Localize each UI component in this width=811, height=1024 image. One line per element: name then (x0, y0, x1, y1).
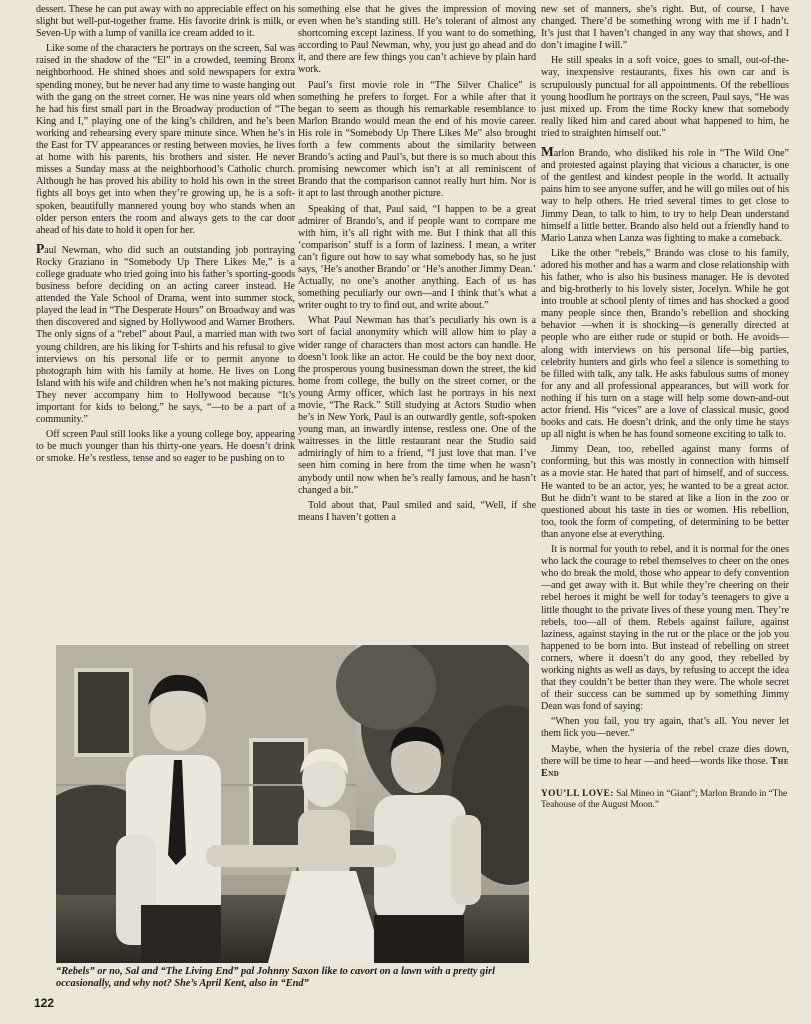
paragraph: Like the other “rebels,” Brando was close to his family, adored his mother and has a warm and close relationship with his father, who is also his business manager. He is devoted and big-brotherly to his lovely sister, Jocelyn. While he got into trouble at school plenty of times and has shocked a good many people since then, Brando’s rebellion and shocking behavior —when it is shocking—is generally directed at people who are either rude or stupid or both. He avoids—along with interviews on his personal life—big parties, celebrity hunters and girls who feel a silence is something to be filled with talk, any talk. He asks fabulous sums of money for any and all professional appearances, but will work for nothing if his turn on a stage will help some down-and-out actor friend. His “vices” are a love of classical music, good books and cats. He doesn’t drink, and the only time he stays up all night is when he has found someone exciting to talk to. (541, 247, 789, 441)
youll-love-label: YOU’LL LOVE: (541, 788, 614, 799)
photo-sal-johnny-april (56, 645, 529, 963)
column-1 (36, 4, 295, 632)
paragraph: new set of manners, she’s right. But, of course, I have changed. There’d be something wrong with me if I hadn’t. It’s just that I haven’t changed in any way that shows, and I don’t imagine I will.” (541, 4, 789, 52)
paragraph: something else that he gives the impression of moving even when he’s standing still. He’s tolerant of almost any shortcoming except laziness. If you want to do something, according to Paul Newman, why, you just go ahead and do it, and there are few things you can’t achieve by plain hard work. (298, 4, 536, 76)
paragraph: Paul’s first movie role in “The Silver Chalice” is something he prefers to forget. For a while after that it began to seem as though his remarkable resemblance to Marlon Brando would mean the end of his movie career. His role in “Somebody Up There Likes Me” also brought forth a few comments about the similarity between Brando’s acting and Paul’s, but there is so much about this promising newcomer which isn’t at all reminiscent of Brando that the comparison cannot really hurt him. Nor is it apt to last through another picture. (298, 79, 536, 200)
paragraph: It is normal for youth to rebel, and it is normal for the ones who lack the courage to rebel themselves to cheer on the ones who do break the mold, those who appear to defy convention—and get away with it. But while they’re cheering on their rebel heroes it might be well for today’s teenagers to give a little thought to the private lives of these young men. They’re rebels, too—all of them. Rebels against failure, against laziness, against staying in the rut or the place or the job you happened to be born into. But instead of rebelling on street corners, where it doesn’t do any good, they rebelled by working nights as well as days, by refusing to accept the idea that they couldn’t be better than they were. The whole secret of their success can be summed up by something Jimmy Dean was fond of saying: (541, 544, 789, 713)
paragraph: Told about that, Paul smiled and said, “Well, if she means I haven’t gotten a (298, 499, 536, 523)
youll-love-note (541, 789, 789, 812)
paragraph: “When you fail, you try again, that’s all. You never let them lick you—never.” (541, 716, 789, 740)
paragraph: Speaking of that, Paul said, “I happen to be a great admirer of Brando’s, and if people want to compare me with him, it’s all right with me. But I think that all this ‘comparison’ stuff is a form of laziness. I mean, a writer can’t figure out how to say what somebody has, so he just says, ‘He’s another Brando’ or ‘He’s another Jimmy Dean.’ Actually, no one’s another anything. Each of us has something peculiarly our own—and I think that’s what a writer ought to try to find out, and write about.” (298, 203, 536, 312)
paragraph: Marlon Brando, who disliked his role in “The Wild One” and protested against playing that vicious a character, is one of the gentlest and kindest people in the world. It actually pains him to see anyone suffer, and he will go miles out of his way to help others. He tried several times to get close to Jimmy Dean, to talk to him, to try to help Dean understand himself a little better. Brando also held out a friendly hand to Mario Lanza when Lanza was fighting to make a comeback. (541, 144, 789, 244)
end-mark: The End (541, 755, 789, 779)
closing-paragraph (541, 744, 789, 780)
photo-caption: “Rebels” or no, Sal and “The Living End” pal Johnny Saxon like to cavort on a lawn with a pretty girl occasionally, and why not? She’s April Kent, also in “End” (56, 966, 496, 990)
closing-text: Maybe, when the hysteria of the rebel craze dies down, there will be time to hear —and heed—words like those. (541, 743, 789, 767)
paragraph: He still speaks in a soft voice, goes to small, out-of-the-way, inexpensive restaurants, fixes his own car and is scrupulously punctual for all appointments. Of the rebellious young hoodlum he portrays on the screen, Paul says, “He was just mixed up. From the time Rocky knew that somebody really liked him and cared about what happened to him, he tried to straighten himself out.” (541, 55, 789, 139)
paragraph: What Paul Newman has that’s peculiarly his own is a sort of facial anonymity which will allow him to play a wider range of characters than most actors can handle. He doesn’t look like an actor. He could be the boy next door, the prosperous young businessman down the street, the kid home from college, the bully on the street corner, or the young Army officer, which last he portrays in his next movie, “The Rack.” Still studying at Actors Studio when he’s in New York, Paul is an outwardly gentle, soft-spoken young man, an inwardly intense, restless one. One of the waitresses in the little restaurant near the Studio said admiringly of him to a friend, “I just love that man. I’ve seen him coming in here from the time when he wasn’t anybody until now when he’s really famous, and he hasn’t changed a bit.” (298, 315, 536, 496)
paragraph: Off screen Paul still looks like a young college boy, appearing to be much younger than his thirty-one years. He doesn’t drink or smoke. He’s restless, tense and so eager to be pushing on to (36, 429, 295, 465)
paragraph: Like some of the characters he portrays on the screen, Sal was raised in the shadow of the “El” in a crowded, teeming Bronx neighborhood. He shined shoes and sold newspapers for extra spending money, but he never had any time to waste hanging out with the gang on the street corner. He was nine years old when he had his first small part in the Broadway production of “The King and I,” playing one of the king’s children, and he’s been working and rehearsing every spare minute since. When he’s in the East for TV appearances or resting between movies, he lives at home with his parents, his brothers and sister. He never misses a Sunday mass at the neighborhood’s Catholic church. Although he has proved his ability to hold his own in the street fights all boys get into when they’re growing up, he is a soft-spoken, beautifully mannered young boy who stands when an older person enters the room and always gets to the car door ahead of his date to hold it open for her. (36, 43, 295, 236)
column-3 (541, 4, 789, 1014)
paragraph: Jimmy Dean, too, rebelled against many forms of conforming, but this was mostly in connection with himself as a movie star. He hated that part of himself, and of success. He wanted to be an actor, yes; he wanted to be a great actor. But he didn’t want to be stared at like a lion in the zoo or questioned about his taste in ties or women. His rebellion, too, took the form of competing, of determining to be better than anyone else at everything. (541, 444, 789, 540)
paragraph: dessert. These he can put away with no appreciable effect on his slight but well-put-together frame. His favorite drink is milk, or Seven-Up with a lump of vanilla ice cream added to it. (36, 4, 295, 40)
youll-love-text: Sal Mineo in “Giant”; Marlon Brando in “The Teahouse of the August Moon.” (541, 788, 788, 811)
page-number: 122 (34, 996, 55, 1010)
paragraph: Paul Newman, who did such an outstanding job portraying Rocky Graziano in “Somebody Up There Likes Me,” is a college graduate who tried going into his father’s sporting-goods business before deciding on an acting career instead. He attended the Yale School of Drama, went into summer stock, played the lead in “The Desperate Hours” on Broadway and was then discovered and signed by Hollywood and Warner Brothers. The only signs of a “rebel” about Paul, a married man with two young children, are his liking for T-shirts and his refusal to give interviews on his personal life or to permit anyone to photograph him with his family at home. He lives on Long Island with his wife and children when he’s not making pictures. They never accompany him to Hollywood because “It’s important for kids to belong,” he says, “—to be a part of a community.” (36, 240, 295, 426)
column-2 (298, 4, 536, 632)
photo-image (56, 645, 529, 963)
